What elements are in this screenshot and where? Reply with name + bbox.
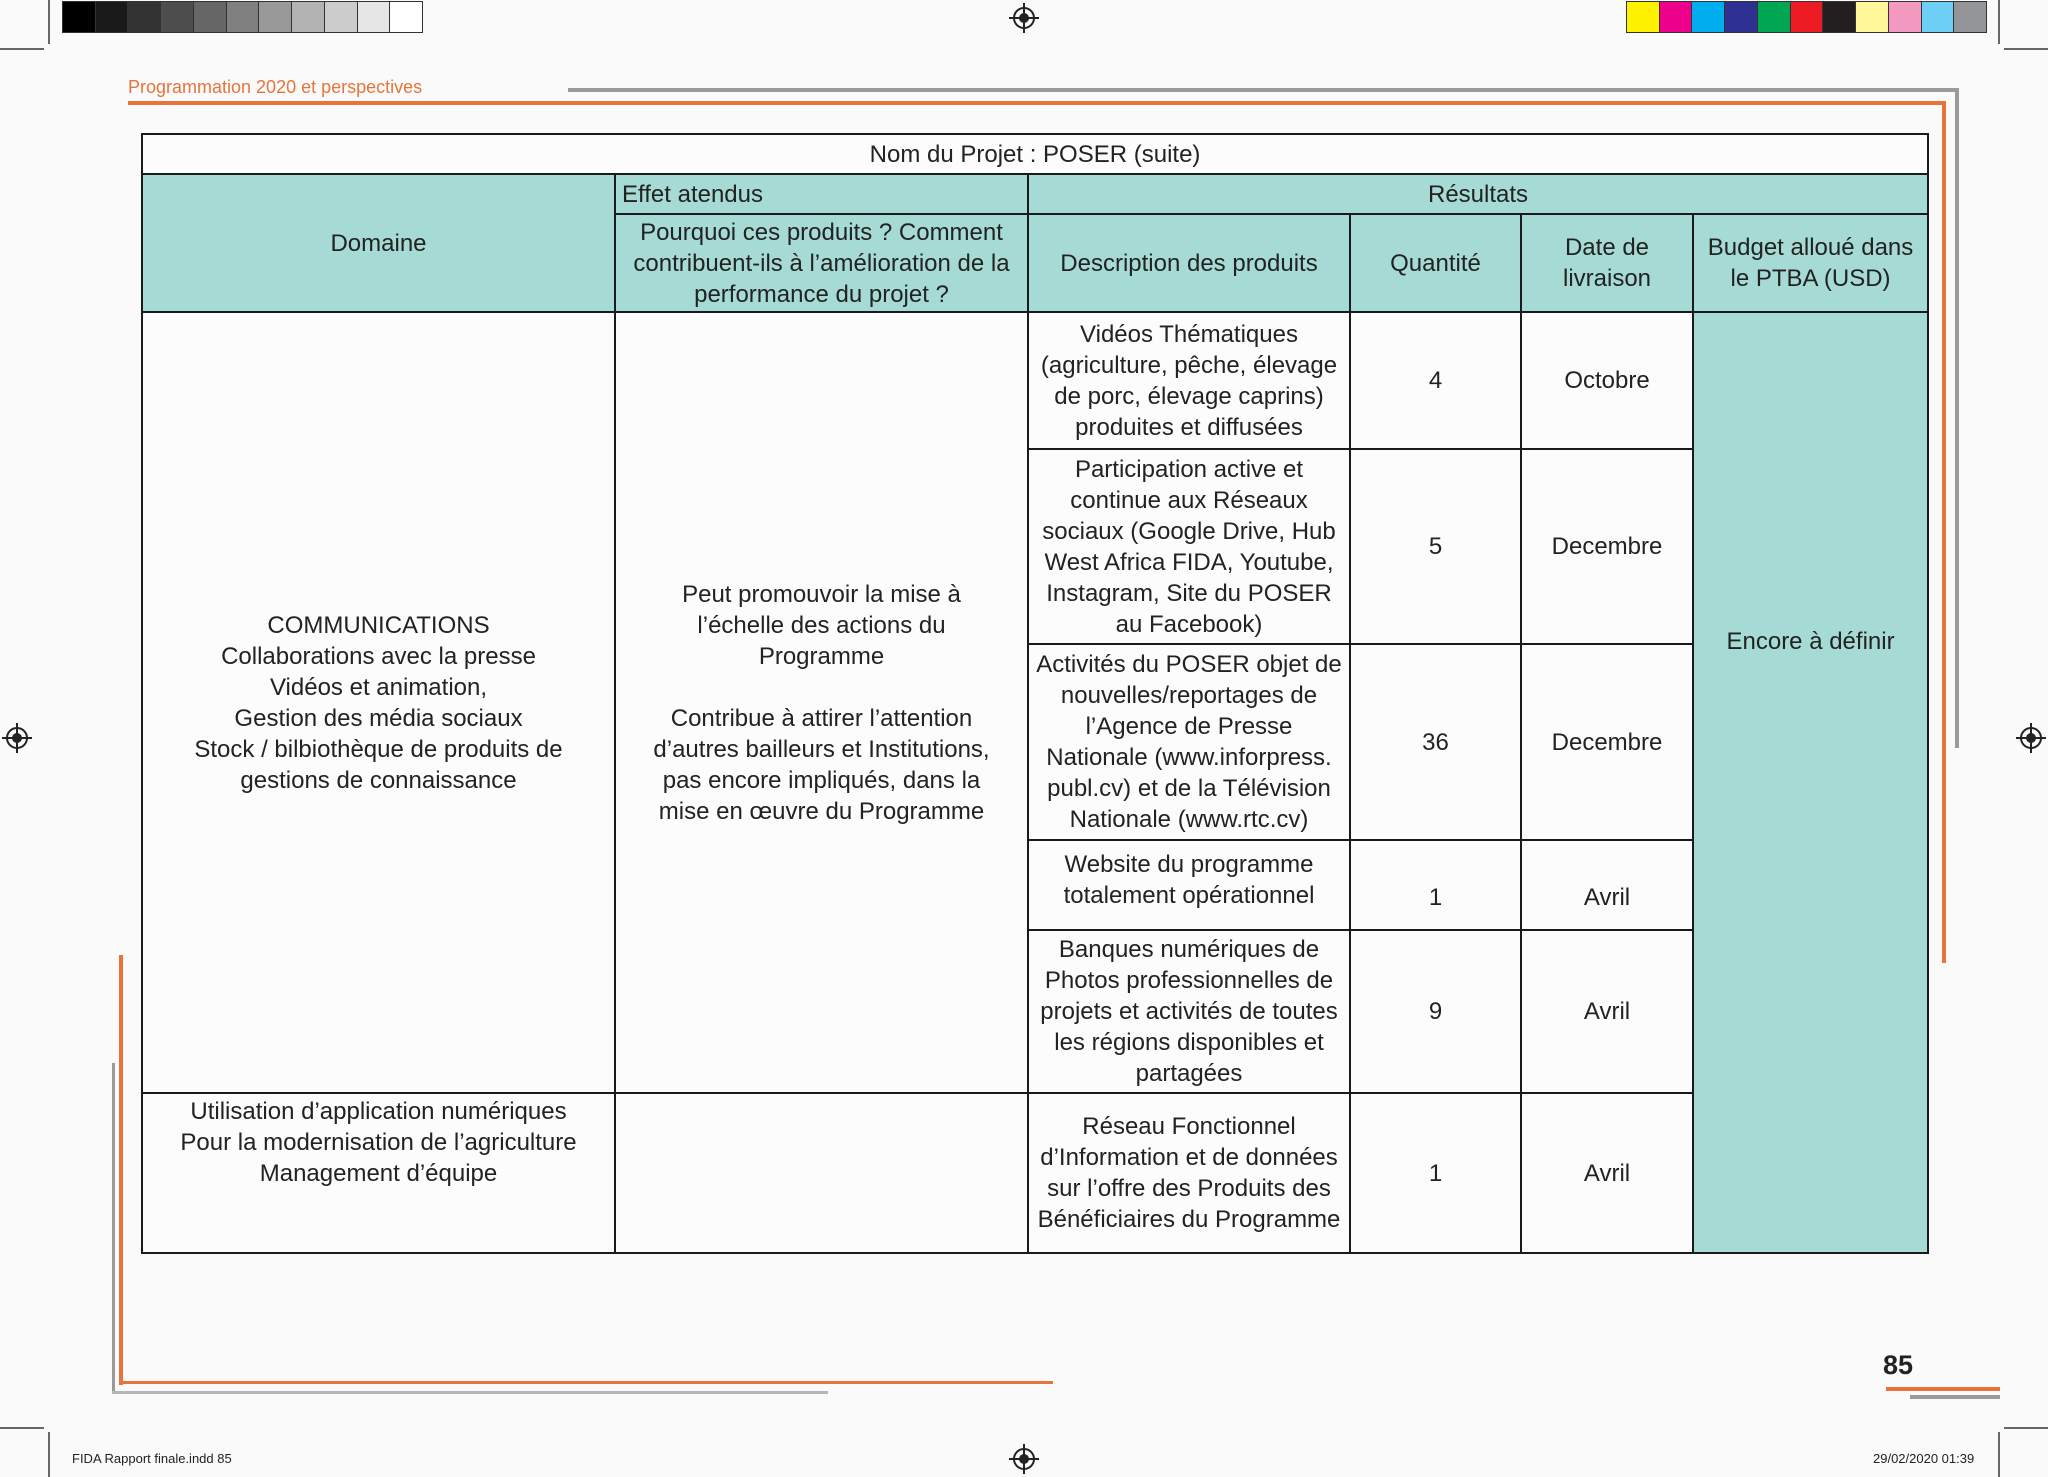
effet-paragraph: Peut promouvoir la mise à l’échelle des actions du Programme xyxy=(682,580,961,670)
header-effet: Effet atendus xyxy=(615,174,1028,214)
row-date: Decembre xyxy=(1521,644,1693,840)
row-quantite: 5 xyxy=(1350,449,1521,644)
effet-empty xyxy=(615,1093,1028,1253)
row-date: Octobre xyxy=(1521,312,1693,449)
page-number-gray-rule xyxy=(1910,1395,2000,1399)
row-description: Réseau Fonctionnel d’Information et de données sur l’offre des Produits des Bénéficiaires du Programme xyxy=(1028,1093,1350,1253)
row-date: Avril xyxy=(1521,930,1693,1093)
domaine-line: Management d’équipe xyxy=(259,1160,498,1187)
domaine-line: Stock / bilbiothèque de produits de xyxy=(194,735,563,763)
row-quantite: 4 xyxy=(1350,312,1521,449)
color-swatch xyxy=(389,1,423,33)
color-swatch xyxy=(1691,1,1725,33)
crop-mark xyxy=(0,48,44,50)
domaine-line: Collaborations avec la presse xyxy=(221,642,536,670)
color-swatch xyxy=(1757,1,1791,33)
color-swatch xyxy=(1790,1,1824,33)
color-swatch xyxy=(1822,1,1856,33)
header-date: Date de livraison xyxy=(1521,214,1693,312)
crop-mark xyxy=(2004,48,2048,50)
effet-communications xyxy=(615,312,1028,1093)
header-description: Description des produits xyxy=(1028,214,1350,312)
color-swatch xyxy=(1724,1,1758,33)
page-number: 85 xyxy=(1883,1350,1914,1380)
color-swatch xyxy=(160,1,194,33)
crop-mark xyxy=(1998,0,2000,44)
row-description: Vidéos Thématiques (agriculture, pêche, élevage de porc, élevage caprins) produites et diffusées xyxy=(1028,312,1350,449)
color-control-bar xyxy=(1626,0,1986,34)
color-swatch xyxy=(62,1,96,33)
color-swatch xyxy=(127,1,161,33)
row-date: Decembre xyxy=(1521,449,1693,644)
row-date: Avril xyxy=(1521,1093,1693,1253)
color-swatch xyxy=(324,1,358,33)
project-title: Nom du Projet : POSER (suite) xyxy=(142,134,1928,174)
row-quantite: 9 xyxy=(1350,930,1521,1093)
crop-mark xyxy=(2004,1427,2048,1429)
project-table xyxy=(141,133,1929,1254)
budget-value: Encore à définir xyxy=(1726,628,1895,655)
color-swatch xyxy=(1888,1,1922,33)
registration-mark-icon xyxy=(1013,1448,1035,1470)
left-orange-rule xyxy=(119,955,123,1385)
crop-mark xyxy=(48,0,50,44)
color-swatch xyxy=(291,1,325,33)
budget-cell xyxy=(1693,312,1928,1253)
domaine-line: gestions de connaissance xyxy=(240,766,517,794)
color-swatch xyxy=(1855,1,1889,33)
registration-mark-icon xyxy=(6,727,28,749)
header-quantite: Quantité xyxy=(1350,214,1521,312)
right-gray-rule xyxy=(1955,88,1959,748)
domaine-communications xyxy=(142,312,615,1093)
color-swatch xyxy=(1921,1,1955,33)
page-number-orange-rule xyxy=(1886,1387,2000,1391)
row-description: Website du programme totalement opérationnel xyxy=(1028,840,1350,930)
header-orange-rule xyxy=(128,101,1946,105)
domaine-line: Utilisation d’application numériques xyxy=(190,1098,567,1125)
color-swatch xyxy=(1659,1,1693,33)
row-description: Activités du POSER objet de nouvelles/reportages de l’Agence de Presse Nationale (www.inforpress. publ.cv) et de la Télévision Nationale (www.rtc.cv) xyxy=(1028,644,1350,840)
header-effet-question: Pourquoi ces produits ? Comment contribuent-ils à l’amélioration de la performance du projet ? xyxy=(615,214,1028,312)
row-quantite: 36 xyxy=(1350,644,1521,840)
domaine-line: Gestion des média sociaux xyxy=(234,704,523,732)
right-orange-rule xyxy=(1942,101,1946,963)
header-budget: Budget alloué dans le PTBA (USD) xyxy=(1693,214,1928,312)
crop-mark xyxy=(1998,1432,2000,1477)
color-swatch xyxy=(357,1,391,33)
running-title: Programmation 2020 et perspectives xyxy=(128,77,423,97)
color-swatch xyxy=(258,1,292,33)
registration-mark-icon xyxy=(2020,727,2042,749)
domaine-line: Pour la modernisation de l’agriculture xyxy=(180,1129,577,1156)
domaine-line: COMMUNICATIONS xyxy=(267,611,490,639)
domaine-numerique xyxy=(142,1093,615,1253)
bottom-orange-rule xyxy=(119,1381,1053,1384)
bottom-gray-rule xyxy=(112,1391,828,1394)
header-domaine: Domaine xyxy=(142,174,615,312)
row-quantite: 1 xyxy=(1350,1093,1521,1253)
gray-scale-bar xyxy=(62,0,422,34)
color-swatch xyxy=(1626,1,1660,33)
row-date: Avril xyxy=(1521,840,1693,930)
crop-mark xyxy=(0,1427,44,1429)
effet-paragraph: Contribue à attirer l’attention d’autres bailleurs et Institutions, pas encore impliqués, dans la mise en œuvre du Programme xyxy=(653,704,990,825)
row-quantite: 1 xyxy=(1350,840,1521,930)
footer-datetime: 29/02/2020 01:39 xyxy=(1873,1451,1975,1466)
header-resultats: Résultats xyxy=(1028,174,1928,214)
footer-file: FIDA Rapport finale.indd 85 xyxy=(72,1451,232,1466)
color-swatch xyxy=(95,1,129,33)
registration-mark-icon xyxy=(1013,7,1035,29)
color-swatch xyxy=(1953,1,1987,33)
row-description: Banques numériques de Photos professionnelles de projets et activités de toutes les régions disponibles et partagées xyxy=(1028,930,1350,1093)
header-gray-rule xyxy=(568,88,1958,92)
color-swatch xyxy=(226,1,260,33)
color-swatch xyxy=(193,1,227,33)
crop-mark xyxy=(48,1432,50,1477)
row-description: Participation active et continue aux Réseaux sociaux (Google Drive, Hub West Africa FIDA, Youtube, Instagram, Site du POSER au Facebook) xyxy=(1028,449,1350,644)
domaine-line: Vidéos et animation, xyxy=(269,673,488,701)
left-gray-rule xyxy=(112,1063,115,1393)
